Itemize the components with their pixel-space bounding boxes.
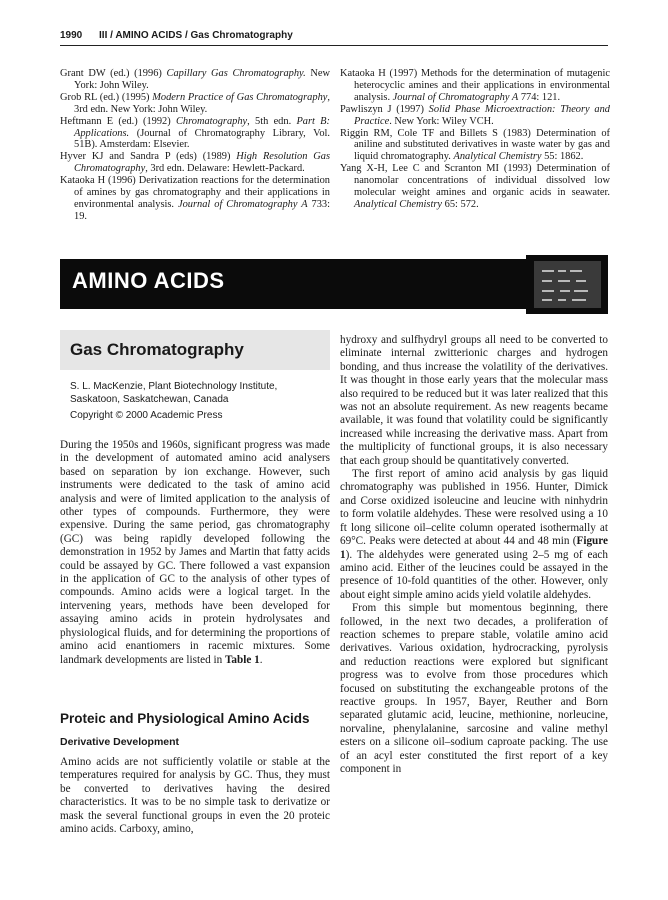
author-affiliation <box>70 380 330 406</box>
derivative-paragraph-block <box>60 756 330 836</box>
subheading-derivative: Derivative Development <box>60 736 180 748</box>
copyright: Copyright © 2000 Academic Press <box>70 410 223 421</box>
paragraph: The first report of amino acid analysis by gas liquid chromatography was published in 1956. Hunter, Dimick and Corse oxidized isoleucine and leucine with ninhydrin to form volatile aldehydes. These were resolved using a 10 ft long silicone oil–celite column operated isothermally at 69°C. Peaks were detected at about 44 and 48 min (Figure 1). The aldehydes were generated using 2–5 mg of each amino acid. Either of the leucines could be assayed in the presence of 10-fold quantities of the other. However, only about eight simple amino acids yield volatile aldehydes. <box>340 468 608 601</box>
running-head <box>60 30 608 41</box>
reference-item: Grant DW (ed.) (1996) Capillary Gas Chromatography. New York: John Wiley. <box>60 68 331 91</box>
reference-item: Grob RL (ed.) (1995) Modern Practice of Gas Chromatography, 3rd edn. New York: John Wiley. <box>60 91 330 115</box>
intro-paragraph-block <box>60 439 330 667</box>
reference-item: Kataoka H (1996) Derivatization reactions for the determination of amines by gas chromatography and their applications in environmental analysis. Journal of Chromatography A 733: 19. <box>60 175 330 222</box>
reference-item: Hyver KJ and Sandra P (eds) (1989) High Resolution Gas Chromatography, 3rd edn. Delaware: Hewlett-Packard. <box>60 151 330 175</box>
references-right <box>340 68 610 211</box>
paragraph: hydroxy and sulfhydryl groups all need to be converted to eliminate internal zwitterionic charges and hydrogen bonding, and thus increase the volatility of the derivatives. It was thought in those early years that the molecular mass also required to be reduced but it was later realized that this was not an absolute requirement. As new reagents became available, it was found that volatility could be significantly increased while increasing the derivative mass. Apart from the multiplicity of functional groups, it is also necessary that each group should be quantitatively converted. <box>340 334 608 467</box>
derivative-paragraph: Amino acids are not sufficiently volatile or stable at the temperatures required for analysis by GC. Thus, they must be converted to derivatives having the desired characteristics. It was to be no simple task to derivatize or mask the several functional groups in even the 20 proteic amino acids. Carboxy, amino, <box>60 756 330 836</box>
reference-item: Yang X-H, Lee C and Scranton MI (1993) Determination of nanomolar concentrations of individual dissolved low molecular weight amines and organic acids in seawater. Analytical Chemistry 65: 572. <box>340 163 610 210</box>
page-number: 1990 <box>60 30 83 41</box>
reference-item: Pawliszyn J (1997) Solid Phase Microextraction: Theory and Practice. New York: Wiley VCH. <box>340 103 610 127</box>
reference-item: Heftmann E (ed.) (1992) Chromatography, 5th edn. Part B: Applications. (Journal of Chromatography Library, Vol. 51B). Amsterdam: Elsevier. <box>60 115 330 151</box>
right-column <box>340 334 608 776</box>
section-title: Gas Chromatography <box>70 340 244 359</box>
author-line: Saskatoon, Saskatchewan, Canada <box>70 394 229 405</box>
intro-paragraph: During the 1950s and 1960s, significant progress was made in the development of automated amino acid analysers based on separation by ion exchange. However, such instruments were dedicated to the task of amino acid analysis and were of limited application to the analysis of other types of compounds. Furthermore, they were expensive. During the same period, gas chromatography (GC) was being rapidly developed following the demonstration in 1952 by James and Martin that fatty acids could be assayed by GC. There followed a vast expansion in the application of GC to the analysis of other types of compounds. Amino acids were a logical target. In the intervening years, methods have been developed for assaying amino acids in protein hydrolysates and physiological fluids, and for determining the proportions of amino acid enantiomers in racemic mixtures. Some landmark developments are listed in Table 1. <box>60 439 330 666</box>
reference-item: Kataoka H (1997) Methods for the determination of mutagenic heterocyclic amines and their applications in environmental analysis. Journal of Chromatography A 774: 121. <box>340 68 610 103</box>
references-left <box>60 68 330 223</box>
header-rule <box>60 45 608 46</box>
paragraph: From this simple but momentous beginning, there followed, in the next two decades, a proliferation of reaction schemes to prepare stable, volatile amino acid derivatives. Various oxidation, hydrocracking, pyrolysis and reduction reactions were explored but significant progress was to evolve from those procedures which focused on substituting the exchangeable protons of the reactive groups. In 1957, Bayer, Reuther and Born separated glutamic acid, leucine, methionine, norleucine, norvaline, phenylalanine, sarcosine and valine methyl esters on a silicone oil–sodium caproate packing. The use of an acyl ester constituted the first report of a key component in <box>340 602 608 775</box>
banner-graphic-icon <box>526 255 608 314</box>
reference-item: Riggin RM, Cole TF and Billets S (1983) Determination of aniline and substituted derivatives in waste water by gas and liquid chromatography. Analytical Chemistry 55: 1862. <box>340 127 610 163</box>
heading-proteic: Proteic and Physiological Amino Acids <box>60 711 310 726</box>
figure-ref: Figure 1 <box>340 535 608 561</box>
author-line: S. L. MacKenzie, Plant Biotechnology Institute, <box>70 381 278 392</box>
table-ref: Table 1 <box>224 653 260 666</box>
banner-title: AMINO ACIDS <box>72 268 225 293</box>
running-title: III / AMINO ACIDS / Gas Chromatography <box>99 30 293 41</box>
